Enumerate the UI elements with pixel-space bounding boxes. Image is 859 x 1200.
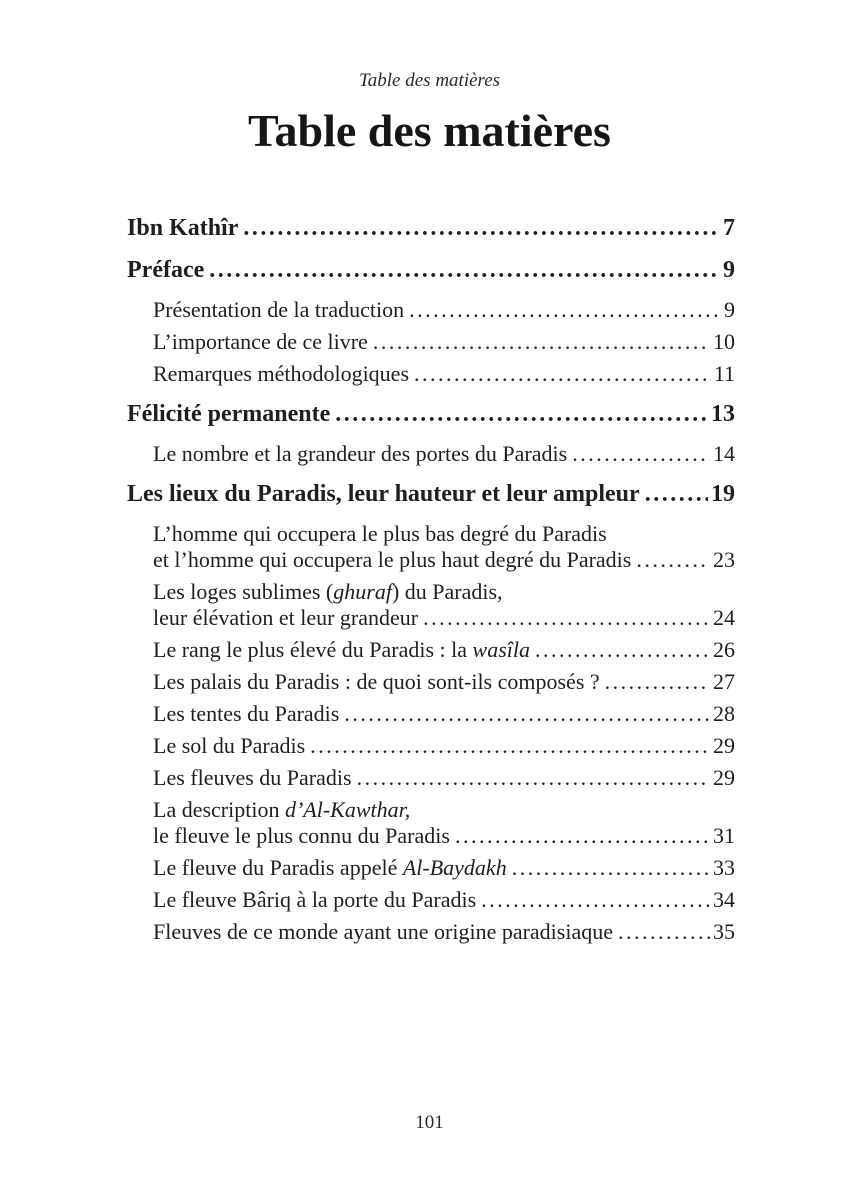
toc-entry-page-number: 19 (711, 481, 735, 507)
toc-entry-line (153, 823, 735, 849)
toc-entry-line (127, 213, 735, 243)
dot-leader (605, 669, 710, 695)
toc-entry-line (127, 255, 735, 285)
toc-entry-label: Le fleuve du Paradis appelé Al-Baydakh (153, 855, 507, 880)
toc-entry (127, 765, 735, 791)
toc-entry-label: Le sol du Paradis (153, 733, 306, 758)
dot-leader (310, 733, 710, 759)
toc-entry-page-number: 13 (711, 401, 735, 427)
toc-entry (127, 479, 735, 509)
toc-entry-label: Félicité permanente (127, 401, 331, 427)
dot-leader (636, 547, 710, 573)
toc-entry-line (127, 479, 735, 509)
toc-entry-line (153, 797, 735, 823)
dot-leader (455, 823, 710, 849)
toc-entry-page-number: 23 (713, 547, 735, 572)
toc-entry (127, 255, 735, 285)
toc-entry-page-number: 34 (713, 887, 735, 912)
toc-entry-line (127, 399, 735, 429)
toc-entry-page-number: 29 (713, 733, 735, 758)
toc-entry-label: Le rang le plus élevé du Paradis : la wasîla (153, 637, 530, 662)
toc-entry-label: Présentation de la traduction (153, 297, 405, 322)
toc-entry (127, 297, 735, 323)
toc-entry-label: L’homme qui occupera le plus bas degré du Paradis (153, 521, 607, 546)
toc-entry-page-number: 10 (713, 329, 735, 354)
dot-leader (209, 255, 720, 285)
running-head: Table des matières (358, 70, 501, 91)
dot-leader (512, 855, 710, 881)
toc-entry-page-number: 29 (713, 765, 735, 790)
toc-entry-label: Le nombre et la grandeur des portes du Paradis (153, 441, 568, 466)
dot-leader (357, 765, 710, 791)
toc-entry-label: Ibn Kathîr (127, 215, 239, 241)
toc-entry-label: Le fleuve Bâriq à la porte du Paradis (153, 887, 477, 912)
toc-entry (127, 855, 735, 881)
dot-leader (409, 297, 721, 323)
dot-leader (344, 701, 710, 727)
toc-entry-line (153, 887, 735, 913)
toc-entry-page-number: 28 (713, 701, 735, 726)
toc-entry-line (153, 441, 735, 467)
toc-entry (127, 637, 735, 663)
toc-entry-line (153, 361, 735, 387)
toc-entry-line (153, 329, 735, 355)
dot-leader (572, 441, 710, 467)
toc-entry (127, 329, 735, 355)
toc-entry-line (153, 733, 735, 759)
toc-entry-label: Les loges sublimes (ghuraf) du Paradis, (153, 579, 503, 604)
toc-entry-page-number: 24 (713, 605, 735, 630)
toc-entry (127, 361, 735, 387)
dot-leader (373, 329, 710, 355)
toc-entry-page-number: 9 (724, 297, 735, 322)
toc-entry-line (153, 919, 735, 945)
toc-entry-line (153, 579, 735, 605)
toc-entry-page-number: 14 (713, 441, 735, 466)
dot-leader (335, 399, 708, 429)
toc-entry-line (153, 855, 735, 881)
toc-entry-label: Les palais du Paradis : de quoi sont-ils composés ? (153, 669, 600, 694)
toc-entry (127, 669, 735, 695)
toc-entry-label: La description d’Al-Kawthar, (153, 797, 411, 822)
toc-entry (127, 887, 735, 913)
toc-entry-line (153, 701, 735, 727)
toc-entry (127, 733, 735, 759)
page-title: Table des matières (248, 105, 611, 156)
toc-entry-label: le fleuve le plus connu du Paradis (153, 823, 450, 848)
toc-entry-page-number: 11 (713, 361, 735, 386)
toc-entry-line (153, 637, 735, 663)
toc-entry-label: Les fleuves du Paradis (153, 765, 352, 790)
toc-entry (127, 919, 735, 945)
toc-entry-page-number: 31 (713, 823, 735, 848)
dot-leader (481, 887, 710, 913)
toc-entry-line (153, 669, 735, 695)
dot-leader (414, 361, 711, 387)
toc-entry-label: et l’homme qui occupera le plus haut degré du Paradis (153, 547, 632, 572)
toc-entry-page-number: 9 (723, 257, 735, 283)
footer-page-number: 101 (415, 1112, 444, 1133)
toc-entry-page-number: 7 (723, 215, 735, 241)
dot-leader (645, 479, 708, 509)
toc-entry (127, 441, 735, 467)
toc-entry-label: leur élévation et leur grandeur (153, 605, 419, 630)
toc-entry-line (153, 521, 735, 547)
toc-entry-label: Fleuves de ce monde ayant une origine paradisiaque (153, 919, 614, 944)
toc-entry-label: Les tentes du Paradis (153, 701, 340, 726)
dot-leader (243, 213, 720, 243)
toc-entry (127, 701, 735, 727)
toc-list (127, 213, 735, 945)
toc-entry-label: L’importance de ce livre (153, 329, 368, 354)
toc-entry-page-number: 27 (713, 669, 735, 694)
dot-leader (618, 919, 710, 945)
toc-entry (127, 521, 735, 573)
toc-entry (127, 399, 735, 429)
toc-entry-label: Préface (127, 257, 205, 283)
toc-entry-line (153, 297, 735, 323)
toc-entry-label: Remarques méthodologiques (153, 361, 410, 386)
toc-entry (127, 579, 735, 631)
toc-entry-page-number: 35 (713, 919, 735, 944)
toc-entry-line (153, 605, 735, 631)
toc-entry (127, 213, 735, 243)
toc-entry-line (153, 765, 735, 791)
dot-leader (535, 637, 710, 663)
dot-leader (423, 605, 710, 631)
toc-entry-label: Les lieux du Paradis, leur hauteur et leur ampleur (127, 481, 640, 507)
toc-entry-page-number: 26 (713, 637, 735, 662)
toc-entry (127, 797, 735, 849)
toc-entry-line (153, 547, 735, 573)
toc-entry-page-number: 33 (713, 855, 735, 880)
